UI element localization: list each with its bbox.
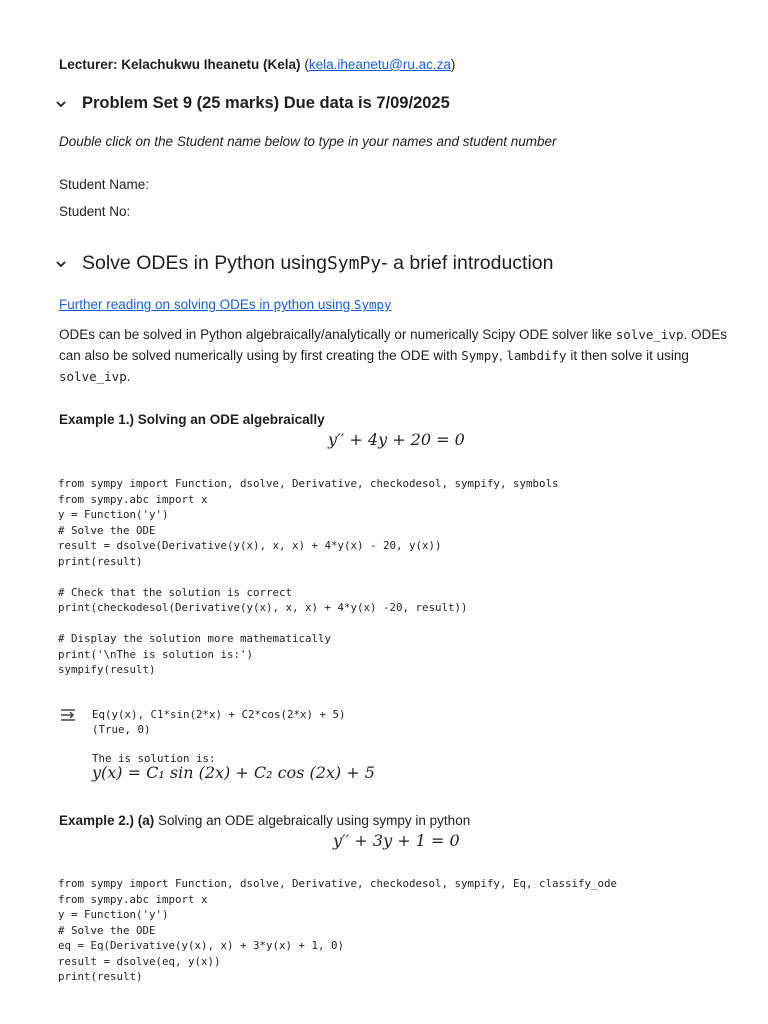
- code-cell-2[interactable]: from sympy import Function, dsolve, Derivative, checkodesol, sympify, Eq, classify_ode from sympy.abc import x y = Function('y') # Solve the ODE eq = Eq(Derivative(y(x), x) + 3*y(x) + 1, 0) result = dsolve(eq, y(x)) print(result): [58, 877, 618, 983]
- section-title-prefix: Solve ODEs in Python using: [82, 252, 327, 274]
- lecturer-label: Lecturer: Kelachukwu Iheanetu (Kela): [59, 57, 301, 72]
- output-1-math: y(x) = C₁ sin (2x) + C₂ cos (2x) + 5: [92, 763, 375, 782]
- intro-paragraph: ODEs can be solved in Python algebraically/analytically or numerically Scipy ODE solver like solve_ivp. ODEs can also be solved numerically using by first creating the ODE with Sympy, lambdify it then solve it using solve_ivp.: [59, 327, 727, 384]
- example-1-title: Example 1.) Solving an ODE algebraically: [59, 412, 325, 427]
- email-open: (: [300, 57, 309, 72]
- section-heading[interactable]: [54, 252, 554, 275]
- instruction-text: Double click on the Student name below to type in your names and student number: [59, 134, 557, 149]
- chevron-down-icon[interactable]: [54, 257, 68, 271]
- lecturer-line: [59, 57, 455, 72]
- further-reading-link[interactable]: [59, 297, 392, 312]
- further-reading-text[interactable]: Further reading on solving ODEs in python using: [59, 297, 354, 312]
- code-cell-1[interactable]: from sympy import Function, dsolve, Derivative, checkodesol, sympify, symbols from sympy.abc import x y = Function('y') # Solve the ODE result = dsolve(Derivative(y(x), x, x) + 4*y(x) - 20, y(x)) print(result) # Check that the solution is correct print(checkodesol(Derivative(y(x), x, x) + 4*y(x) -20, result)) # Display the solution more mathematically print('\nThe is solution is:') sympify(result): [58, 477, 559, 676]
- student-name-label[interactable]: Student Name:: [59, 177, 150, 192]
- section-title-code: SymPy: [326, 253, 382, 274]
- email-close: ): [450, 57, 456, 72]
- section-title-suffix: - a brief introduction: [381, 252, 554, 274]
- student-no-label[interactable]: Student No:: [59, 204, 131, 219]
- output-toggle-icon[interactable]: [60, 708, 78, 722]
- chevron-down-icon[interactable]: [54, 97, 68, 111]
- email-link[interactable]: kela.iheanetu@ru.ac.za: [308, 57, 451, 72]
- problem-set-title: Problem Set 9 (25 marks) Due data is 7/09/2025: [82, 94, 450, 112]
- further-reading-code[interactable]: Sympy: [353, 297, 392, 312]
- problem-set-heading[interactable]: [54, 94, 450, 113]
- example-2-title: Example 2.) (a) Solving an ODE algebraically using sympy in python: [59, 813, 471, 828]
- example-1-equation: y′′ + 4y + 20 = 0: [328, 430, 465, 449]
- example-2-equation: y′′ + 3y + 1 = 0: [333, 831, 460, 850]
- output-cell-1: Eq(y(x), C1*sin(2*x) + C2*cos(2*x) + 5) (True, 0) The is solution is:: [92, 708, 346, 765]
